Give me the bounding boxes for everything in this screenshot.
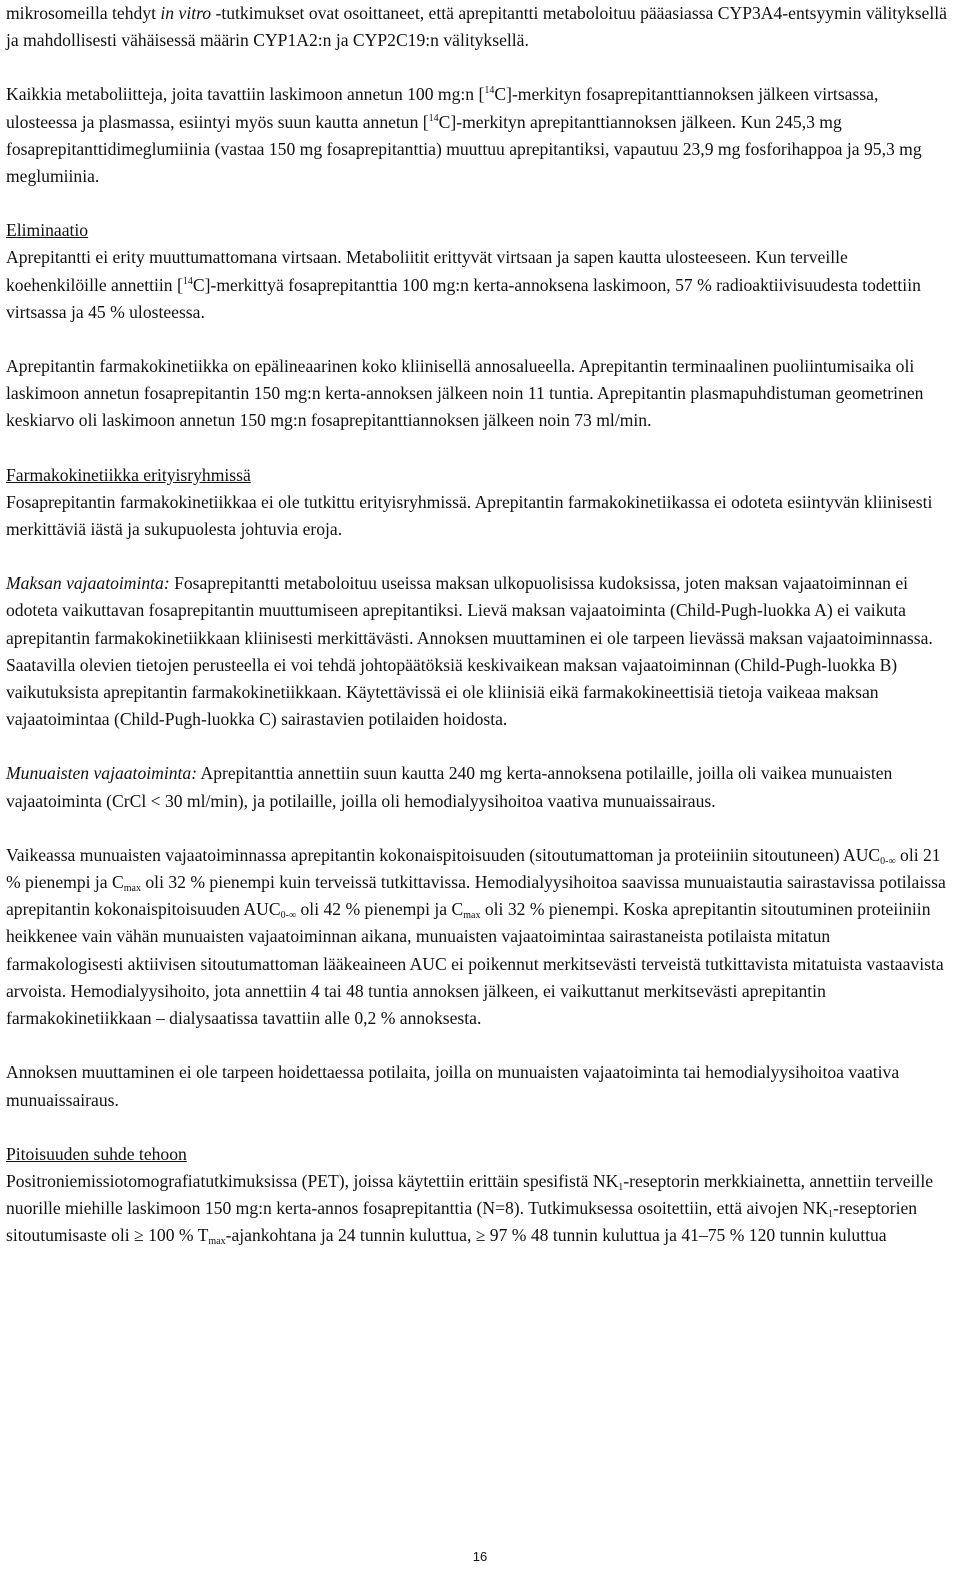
pet-text-1: Positroniemissiotomografiatutkimuksissa (PET), joissa käytettiin erittäin spesifistä NK bbox=[6, 1170, 619, 1191]
hepatic-label: Maksan vajaatoiminta: bbox=[6, 573, 170, 594]
auc-subscript: 0-∞ bbox=[880, 855, 896, 867]
cmax-subscript: max bbox=[123, 883, 141, 895]
special-groups-paragraph: Fosaprepitantin farmakokinetiikkaa ei ole tutkittu erityisryhmissä. Aprepitantin farmakokinetiikassa ei odoteta esiintyvän kliinisesti merkittäviä iästä ja sukupuolesta johtuvia eroja. bbox=[6, 491, 933, 540]
elimination-text-1: Aprepitantti ei erity muuttumattomana virtsaan. Metaboliitit erittyvät virtsaan ja sapen kautta ulosteeseen. Kun terveille koehenkilöille annettiin [ bbox=[6, 247, 848, 295]
renal-detail-text-5: oli 32 % pienempi. Koska aprepitantin sitoutuminen proteiiniin heikkenee vain vähän munuaisten vajaatoiminnan aikana, munuaisten vajaatoimintaa sairastaneista potilaista mitatun farmakologisesti aktiivisen sitoutumattoman lääkeaineen AUC ei poikennut merkitsevästi terveistä tutkittavista mitatuista vastaavista arvoista. Hemodialyysihoito, jota annettiin 4 tai 48 tuntia annoksen jälkeen, ei vaikuttanut merkitsevästi aprepitantin farmakokinetiikkaan – dialysaatissa tavattiin alle 0,2 % annoksesta. bbox=[6, 899, 944, 1029]
isotope-superscript: 14 bbox=[182, 275, 193, 287]
elimination-heading: Eliminaatio bbox=[6, 220, 89, 241]
hepatic-paragraph bbox=[6, 570, 950, 733]
intro-text-end: -tutkimukset ovat osoittaneet, että aprepitantti metaboloituu pääasiassa CYP3A4-entsyymin välityksellä ja mahdollisesti vähäisessä määrin CYP1A2:n ja CYP2C19:n välityksellä. bbox=[6, 3, 947, 51]
renal-text: Aprepitanttia annettiin suun kautta 240 mg kerta-annoksena potilaille, joilla oli vaikea munuaisten vajaatoiminta (CrCl < 30 ml/min), ja potilaille, joilla oli hemodialyysihoitoa vaativa munuaissairaus. bbox=[6, 763, 893, 811]
intro-italic-term: in vitro bbox=[160, 3, 212, 23]
pet-text-3: -reseptorien sitoutumisaste oli ≥ 100 % T bbox=[6, 1198, 918, 1246]
elimination-paragraph bbox=[6, 244, 950, 326]
concentration-effect-paragraph bbox=[6, 1168, 950, 1250]
dose-adjust-paragraph: Annoksen muuttaminen ei ole tarpeen hoidettaessa potilaita, joilla on munuaisten vajaatoiminta tai hemodialyysihoitoa vaativa munuaissairaus. bbox=[6, 1062, 900, 1110]
isotope-superscript: 14 bbox=[484, 85, 495, 97]
hepatic-text: Fosaprepitantti metaboloituu useissa maksan ulkopuolisissa kudoksissa, joten maksan vajaatoiminnan ei odoteta vaikuttavan fosaprepitantin muuttumiseen aprepitantiksi. Lievä maksan vajaatoiminta (Child-Pugh-luokka A) ei vaikuta aprepitantin farmakokinetiikkaan kliinisesti merkittävästi. Annoksen muuttaminen ei ole tarpeen lievässä maksan vajaatoiminnassa. Saatavilla olevien tietojen perusteella ei voi tehdä johtopäätöksiä keskivaikean maksan vajaatoiminnan (Child-Pugh-luokka B) vaikutuksista aprepitantin farmakokinetiikkaan. Käytettävissä ei ole kliinisiä eikä farmakokineettisiä tietoja vaikeaa maksan vajaatoimintaa (Child-Pugh-luokka C) sairastavien potilaiden hoidosta. bbox=[6, 573, 933, 730]
auc-subscript: 0-∞ bbox=[280, 910, 297, 922]
renal-detail-text-4: oli 42 % pienempi ja C bbox=[296, 899, 464, 920]
metabolites-text-1: Kaikkia metaboliitteja, joita tavattiin laskimoon annetun 100 mg:n [ bbox=[6, 84, 485, 105]
renal-paragraph bbox=[6, 760, 950, 814]
concentration-effect-heading: Pitoisuuden suhde tehoon bbox=[6, 1143, 187, 1164]
nk1-subscript: 1 bbox=[828, 1209, 834, 1221]
pet-text-2: -reseptorin merkkiainetta, annettiin terveille nuorille miehille laskimoon 150 mg:n kerta-annos fosaprepitanttia (N=8). Tutkimuksessa osoitettiin, että aivojen NK bbox=[6, 1170, 934, 1219]
document-page bbox=[6, 0, 950, 1250]
metabolites-text-3: C]-merkityn aprepitanttiannoksen jälkeen. Kun 245,3 mg fosaprepitanttidimeglumiinia (vastaa 150 mg fosaprepitanttia) muuttuu aprepitantiksi, vapautuu 23,9 mg fosforihappoa ja 95,3 mg meglumiinia. bbox=[6, 111, 922, 187]
renal-detail-paragraph bbox=[6, 842, 950, 1032]
intro-text-start: mikrosomeilla tehdyt bbox=[6, 3, 161, 23]
renal-detail-text-2: oli 21 % pienempi ja C bbox=[6, 844, 941, 893]
pet-text-4: -ajankohtana ja 24 tunnin kuluttua, ≥ 97 % 48 tunnin kuluttua ja 41–75 % 120 tunnin kuluttua bbox=[225, 1225, 887, 1246]
cmax-subscript: max bbox=[463, 910, 481, 922]
renal-detail-text-1: Vaikeassa munuaisten vajaatoiminnassa aprepitantin kokonaispitoisuuden (sitoutumattoman ja proteiiniin sitoutuneen) AUC bbox=[6, 844, 881, 865]
nk1-subscript: 1 bbox=[618, 1181, 624, 1193]
special-groups-heading: Farmakokinetiikka erityisryhmissä bbox=[6, 464, 251, 485]
renal-detail-text-3: oli 32 % pienempi kuin terveissä tutkittavissa. Hemodialyysihoitoa saavissa munuaistautia sairastavissa potilaissa aprepitantin kokonaispitoisuuden AUC bbox=[6, 872, 946, 920]
intro-paragraph bbox=[6, 0, 950, 54]
pk-paragraph: Aprepitantin farmakokinetiikka on epälineaarinen koko kliinisellä annosalueella. Aprepitantin terminaalinen puoliintumisaika oli laskimoon annetun fosaprepitantin 150 mg:n kerta-annoksen jälkeen noin 11 tuntia. Aprepitantin plasmapuhdistuman geometrinen keskiarvo oli laskimoon annetun 150 mg:n fosaprepitanttiannoksen jälkeen noin 73 ml/min. bbox=[6, 356, 924, 431]
renal-label: Munuaisten vajaatoiminta: bbox=[6, 763, 198, 784]
page-number: 16 bbox=[472, 1549, 488, 1564]
elimination-text-2: C]-merkittyä fosaprepitanttia 100 mg:n kerta-annoksena laskimoon, 57 % radioaktiivisuudesta todettiin virtsassa ja 45 % ulosteessa. bbox=[6, 274, 921, 322]
isotope-superscript: 14 bbox=[428, 112, 439, 124]
metabolites-paragraph bbox=[6, 81, 950, 190]
tmax-subscript: max bbox=[208, 1236, 226, 1248]
metabolites-text-2: C]-merkityn fosaprepitanttiannoksen jälkeen virtsassa, ulosteessa ja plasmassa, esiintyi myös suun kautta annetun [ bbox=[6, 84, 879, 132]
